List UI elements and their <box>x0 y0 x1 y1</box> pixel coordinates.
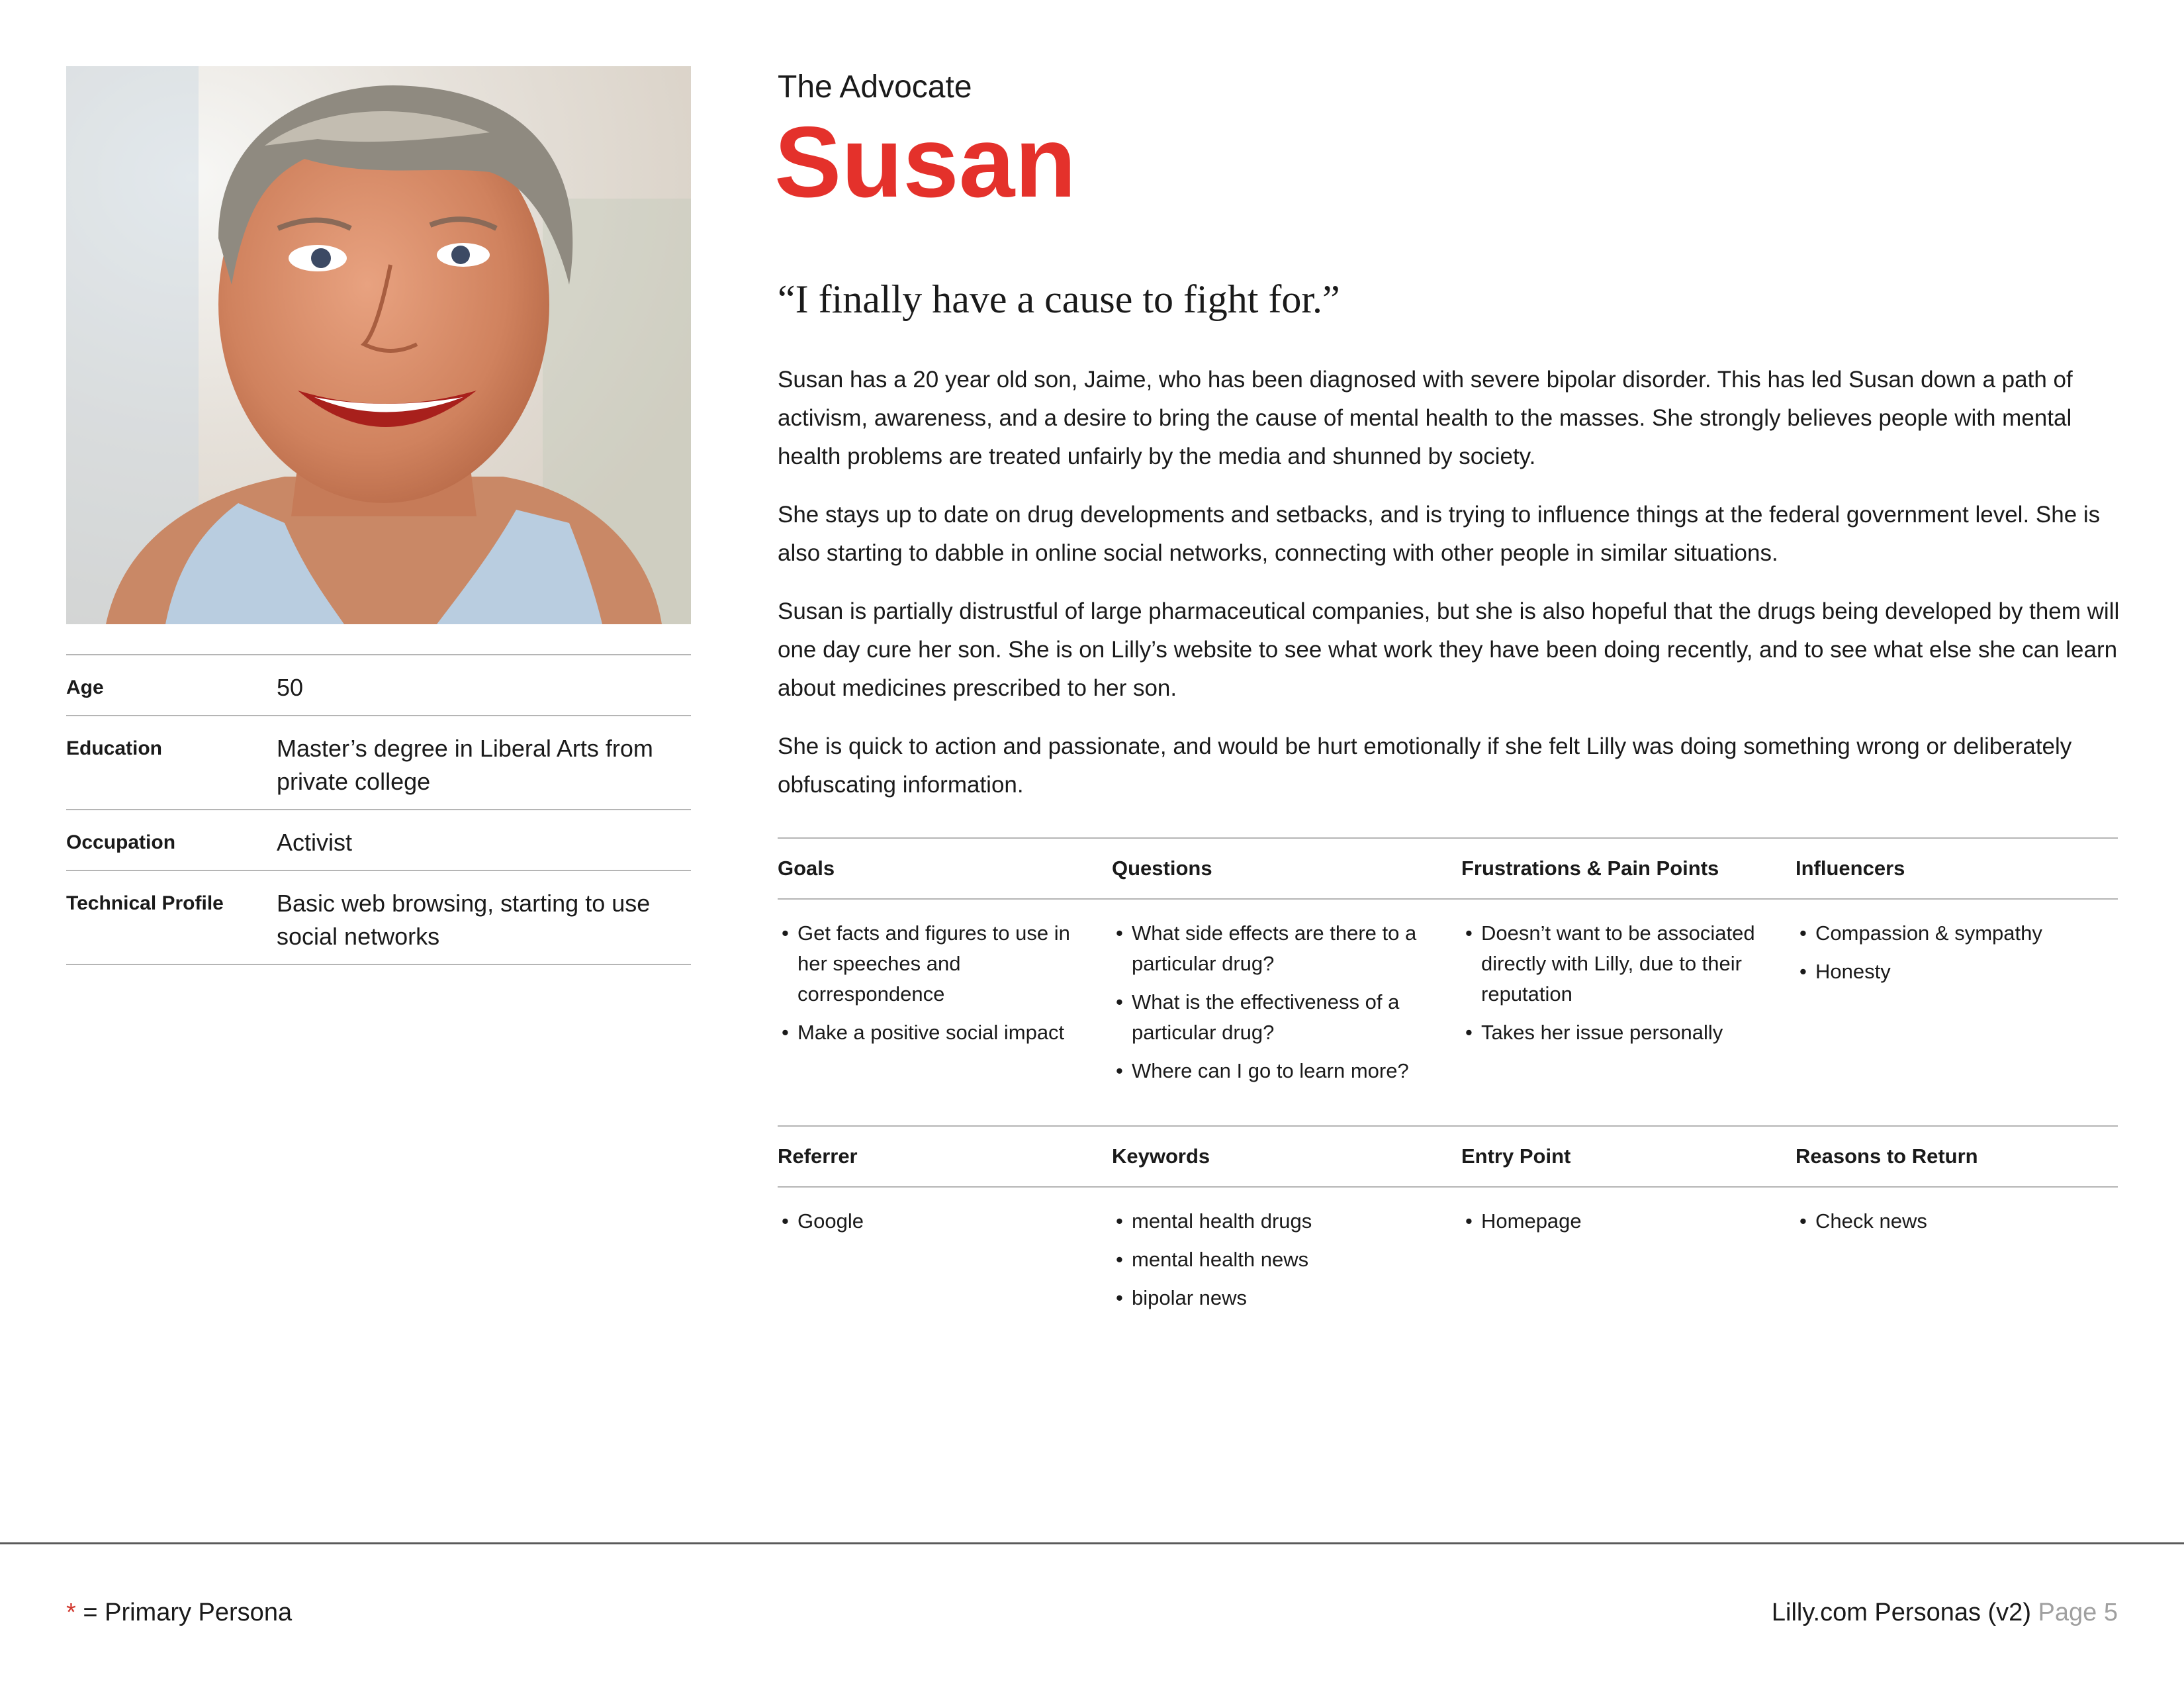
column-header-keywords: Keywords <box>1112 1145 1210 1168</box>
list-item: • Google <box>778 1206 1112 1237</box>
list-item: • Takes her issue personally <box>1461 1017 1796 1048</box>
bio-paragraph: Susan has a 20 year old son, Jaime, who has been diagnosed with severe bipolar disorder. This has led Susan down a path of activism, awareness, and a desire to bring the cause of mental health to the masses. She strongly believes people with mental health problems are treated unfairly by the media and shunned by society. <box>778 367 2073 469</box>
document-title: Lilly.com Personas (v2) <box>1771 1599 2031 1626</box>
grid-header <box>778 1127 2118 1188</box>
keywords-list <box>1112 1206 1461 1321</box>
column-header-entry-point: Entry Point <box>1461 1145 1571 1168</box>
column-header-questions: Questions <box>1112 857 1212 880</box>
persona-facts-table <box>66 654 691 965</box>
list-item: • Where can I go to learn more? <box>1112 1056 1461 1086</box>
list-item: • Doesn’t want to be associated directly with Lilly, due to their reputation <box>1461 918 1796 1009</box>
referrer-list <box>778 1206 1112 1321</box>
list-item: • mental health news <box>1112 1244 1461 1275</box>
fact-label: Age <box>66 677 104 698</box>
list-item: • bipolar news <box>1112 1283 1461 1313</box>
list-item: • Get facts and figures to use in her speeches and correspondence <box>778 918 1112 1009</box>
list-item: • Honesty <box>1796 957 2118 987</box>
footer-divider <box>0 1542 2184 1544</box>
column-header-frustrations: Frustrations & Pain Points <box>1461 857 1719 880</box>
list-item: • What side effects are there to a particular drug? <box>1112 918 1461 979</box>
goals-list <box>778 918 1112 1094</box>
traffic-grid <box>778 1125 2118 1321</box>
page-footer <box>1772 1595 2118 1630</box>
column-header-goals: Goals <box>778 857 835 880</box>
questions-list <box>1112 918 1461 1094</box>
fact-value: Master’s degree in Liberal Arts from private college <box>277 735 653 795</box>
asterisk-marker: * <box>66 1599 76 1626</box>
fact-label: Education <box>66 737 163 759</box>
list-item: • What is the effectiveness of a particular drug? <box>1112 987 1461 1048</box>
portrait-photo-icon <box>66 66 691 624</box>
fact-row-age <box>66 655 691 716</box>
column-header-reasons-to-return: Reasons to Return <box>1796 1145 1978 1168</box>
list-item: • mental health drugs <box>1112 1206 1461 1237</box>
persona-photo <box>66 66 691 624</box>
legend-text: = Primary Persona <box>75 1599 293 1626</box>
persona-bio <box>778 361 2121 824</box>
reasons-to-return-list <box>1796 1206 2118 1321</box>
column-header-influencers: Influencers <box>1796 857 1905 880</box>
fact-value: Activist <box>277 829 353 856</box>
list-item: • Compassion & sympathy <box>1796 918 2118 949</box>
page-number: Page 5 <box>2038 1599 2118 1626</box>
persona-name: Susan <box>774 106 1077 218</box>
fact-row-occupation <box>66 810 691 871</box>
grid-body <box>778 1188 2118 1321</box>
entry-point-list <box>1461 1206 1796 1321</box>
bio-paragraph: Susan is partially distrustful of large pharmaceutical companies, but she is also hopeful that the drugs being developed by them will one day cure her son. She is on Lilly’s website to see what work they have been doing recently, and to see what else she can learn about medicines prescribed to her son. <box>778 598 2120 701</box>
persona-quote: “I finally have a cause to fight for.” <box>778 277 1340 321</box>
influencers-list <box>1796 918 2118 1094</box>
fact-value: 50 <box>277 674 304 701</box>
primary-persona-legend <box>66 1595 292 1630</box>
column-header-referrer: Referrer <box>778 1145 858 1168</box>
list-item: • Homepage <box>1461 1206 1796 1237</box>
fact-label: Technical Profile <box>66 892 224 914</box>
fact-value: Basic web browsing, starting to use social networks <box>277 890 651 950</box>
fact-label: Occupation <box>66 831 176 853</box>
grid-body <box>778 900 2118 1094</box>
bio-paragraph: She is quick to action and passionate, and would be hurt emotionally if she felt Lilly was doing something wrong or deliberately obfuscating information. <box>778 733 2072 798</box>
list-item: • Make a positive social impact <box>778 1017 1112 1048</box>
list-item: • Check news <box>1796 1206 2118 1237</box>
grid-header <box>778 839 2118 900</box>
frustrations-list <box>1461 918 1796 1094</box>
fact-row-technical-profile <box>66 871 691 965</box>
persona-archetype: The Advocate <box>778 70 972 105</box>
bio-paragraph: She stays up to date on drug developments and setbacks, and is trying to influence things at the federal government level. She is also starting to dabble in online social networks, connecting with other people in similar situations. <box>778 502 2101 566</box>
fact-row-education <box>66 716 691 810</box>
goals-grid <box>778 837 2118 1094</box>
